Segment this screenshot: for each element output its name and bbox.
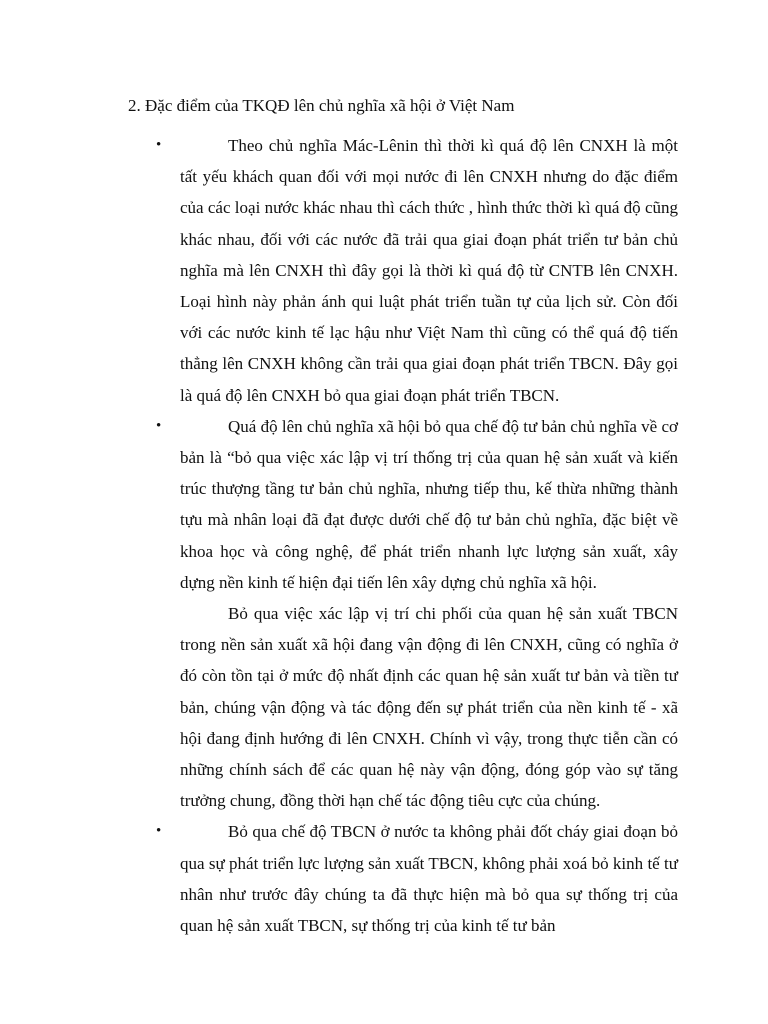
list-item-3	[0, 816, 768, 941]
paragraph-1: Theo chủ nghĩa Mác-Lênin thì thời kì quá độ lên CNXH là một tất yếu khách quan đối với mọi nước đi lên CNXH nhưng do đặc điểm của các loại nước khác nhau thì cách thức , hình thức thời kì quá độ cũng khác nhau, đối với các nước đã trải qua giai đoạn phát triển tư bản chủ nghĩa mà lên CNXH thì đây gọi là thời kì quá độ từ CNTB lên CNXH. Loại hình này phản ánh qui luật phát triển tuần tự của lịch sử. Còn đối với các nước kinh tế lạc hậu như Việt Nam thì cũng có thể quá độ tiến thẳng lên CNXH không cần trải qua giai đoạn phát triển TBCN. Đây gọi là quá độ lên CNXH bỏ qua giai đoạn phát triển TBCN.	[180, 136, 678, 405]
bullet-icon: •	[156, 137, 162, 153]
list-item-2	[0, 411, 768, 817]
paragraph-3: Bỏ qua việc xác lập vị trí chi phối của quan hệ sản xuất TBCN trong nền sản xuất xã hội đang vận động đi lên CNXH, cũng có nghĩa ở đó còn tồn tại ở mức độ nhất định các quan hệ sản xuất tư bản và tiền tư bản, chúng vận động và tác động đến sự phát triển của nền kinh tế - xã hội đang định hướng đi lên CNXH. Chính vì vậy, trong thực tiễn cần có những chính sách để các quan hệ này vận động, đóng góp vào sự tăng trưởng chung, đồng thời hạn chế tác động tiêu cực của chúng.	[180, 604, 678, 811]
section-heading: 2. Đặc điểm của TKQĐ lên chủ nghĩa xã hội ở Việt Nam	[128, 96, 515, 115]
bullet-icon: •	[156, 417, 162, 434]
paragraph-4: Bỏ qua chế độ TBCN ở nước ta không phải đốt cháy giai đoạn bỏ qua sự phát triển lực lượng sản xuất TBCN, không phải xoá bỏ kinh tế tư nhân như trước đây chúng ta đã thực hiện mà bỏ qua sự thống trị của quan hệ sản xuất TBCN, sự thống trị của kinh tế tư bản	[180, 822, 678, 936]
paragraph-2: Quá độ lên chủ nghĩa xã hội bỏ qua chế độ tư bản chủ nghĩa về cơ bản là “bỏ qua việc xác lập vị trí thống trị của quan hệ sản xuất và kiến trúc thượng tầng tư bản chủ nghĩa, nhưng tiếp thu, kế thừa những thành tựu mà nhân loại đã đạt được dưới chế độ tư bản chủ nghĩa, đặc biệt về khoa học và công nghệ, để phát triển nhanh lực lượng sản xuất, xây dựng nền kinh tế hiện đại tiến lên xây dựng chủ nghĩa xã hội.	[180, 416, 678, 592]
list-item-1	[0, 130, 768, 411]
bullet-icon: •	[156, 823, 162, 840]
bullet-list	[0, 130, 768, 941]
